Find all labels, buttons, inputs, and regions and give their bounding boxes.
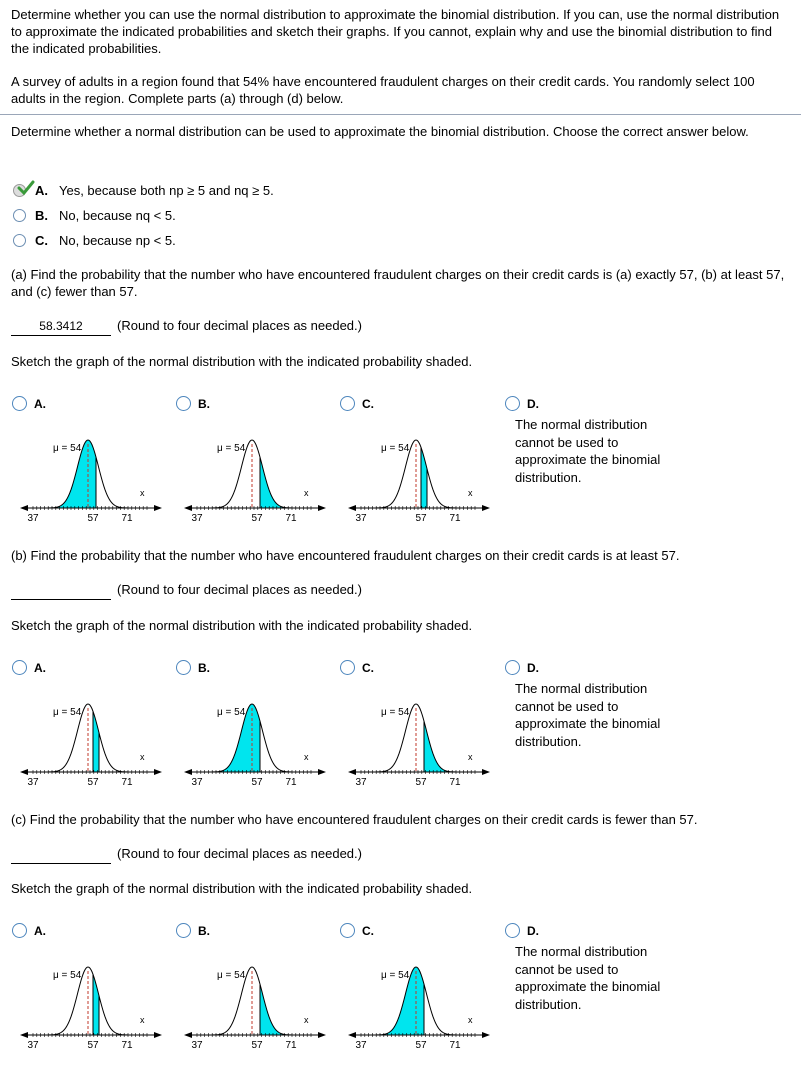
scenario-text: A survey of adults in a region found that 54% have encountered fraudulent charges on their credit cards. You randomly select 100 adults in the region. Complete parts (a) through (d) below.	[11, 74, 755, 106]
part-b-graph-label-b: B.	[198, 661, 210, 675]
part-b-normal-graph-c	[351, 678, 491, 790]
axis-arrow-right	[482, 1032, 490, 1038]
x-axis-label: x	[468, 1015, 473, 1025]
axis-arrow-right	[318, 1032, 326, 1038]
q1-radio-c[interactable]	[13, 234, 26, 247]
tick-label-low: 37	[355, 513, 367, 524]
part-a-graph-radio-a[interactable]	[12, 396, 27, 411]
part-b-sketch-prompt: Sketch the graph of the normal distribution with the indicated probability shaded.	[11, 618, 473, 633]
mu-label: μ = 54	[217, 707, 246, 718]
mu-label: μ = 54	[53, 970, 82, 981]
q1-text-b: No, because nq < 5.	[59, 208, 176, 223]
q1-letter-b: B.	[35, 208, 48, 223]
part-b-graph-radio-a[interactable]	[12, 660, 27, 675]
part-b-graph-label-c: C.	[362, 661, 374, 675]
axis-arrow-right	[482, 769, 490, 775]
tick-label-low: 37	[27, 777, 39, 788]
part-c-graph-radio-b[interactable]	[176, 923, 191, 938]
part-a-option-d-text: The normal distribution cannot be used to approximate the binomial distribution.	[515, 417, 661, 485]
tick-label-high: 71	[285, 1040, 297, 1051]
part-c-graph-label-b: B.	[198, 924, 210, 938]
instructions-text: Determine whether you can use the normal distribution to approximate the binomial distribution. If you can, use the normal distribution to approximate the indicated probabilities and sketch their graphs. If you cannot, explain why and use the binomial distribution to find the indicated probabilities.	[11, 7, 780, 56]
tick-label-high: 71	[285, 777, 297, 788]
part-c-graph-radio-d[interactable]	[505, 923, 520, 938]
part-c-sketch-prompt: Sketch the graph of the normal distribution with the indicated probability shaded.	[11, 881, 473, 896]
part-b-hint: (Round to four decimal places as needed.)	[117, 582, 362, 597]
x-axis-label: x	[304, 752, 309, 762]
part-a-normal-graph-b	[187, 414, 327, 526]
tick-label-low: 37	[355, 1040, 367, 1051]
part-b-prompt: (b) Find the probability that the number who have encountered fraudulent charges on their credit cards is at least 57.	[11, 548, 680, 563]
tick-label-high: 71	[121, 777, 133, 788]
mu-label: μ = 54	[217, 970, 246, 981]
tick-label-mid: 57	[415, 777, 427, 788]
axis-arrow-right	[154, 505, 162, 511]
axis-arrow-left	[348, 769, 356, 775]
part-a-graph-label-b: B.	[198, 397, 210, 411]
mu-label: μ = 54	[381, 707, 410, 718]
axis-arrow-right	[154, 769, 162, 775]
tick-label-mid: 57	[87, 777, 99, 788]
tick-label-high: 71	[449, 777, 461, 788]
x-axis-label: x	[140, 752, 145, 762]
tick-label-low: 37	[355, 777, 367, 788]
tick-label-low: 37	[27, 1040, 39, 1051]
q1-prompt: Determine whether a normal distribution can be used to approximate the binomial distribution. Choose the correct answer below.	[11, 124, 749, 139]
divider	[0, 114, 801, 115]
axis-arrow-left	[20, 769, 28, 775]
mu-label: μ = 54	[53, 707, 82, 718]
axis-arrow-left	[20, 505, 28, 511]
part-a-prompt: (a) Find the probability that the number who have encountered fraudulent charges on their credit cards is (a) exactly 57, (b) at least 57, and (c) fewer than 57.	[11, 267, 785, 299]
mu-label: μ = 54	[381, 443, 410, 454]
axis-arrow-right	[318, 505, 326, 511]
tick-label-mid: 57	[251, 777, 263, 788]
mu-label: μ = 54	[217, 443, 246, 454]
tick-label-high: 71	[121, 1040, 133, 1051]
tick-label-low: 37	[191, 1040, 203, 1051]
part-c-graph-label-c: C.	[362, 924, 374, 938]
mu-label: μ = 54	[381, 970, 410, 981]
x-axis-label: x	[140, 1015, 145, 1025]
part-c-answer-input[interactable]	[11, 845, 111, 864]
part-c-normal-graph-a	[23, 941, 163, 1053]
part-a-graph-radio-d[interactable]	[505, 396, 520, 411]
part-c-normal-graph-c	[351, 941, 491, 1053]
x-axis-label: x	[468, 752, 473, 762]
tick-label-low: 37	[191, 777, 203, 788]
axis-arrow-left	[184, 505, 192, 511]
part-c-normal-graph-b	[187, 941, 327, 1053]
part-c-graph-radio-c[interactable]	[340, 923, 355, 938]
axis-arrow-left	[184, 769, 192, 775]
q1-letter-a: A.	[35, 183, 48, 198]
part-c-graph-label-a: A.	[34, 924, 46, 938]
axis-arrow-left	[348, 505, 356, 511]
q1-text-c: No, because np < 5.	[59, 233, 176, 248]
part-b-graph-radio-b[interactable]	[176, 660, 191, 675]
axis-arrow-right	[482, 505, 490, 511]
part-b-option-d-text: The normal distribution cannot be used to approximate the binomial distribution.	[515, 681, 661, 749]
q1-letter-c: C.	[35, 233, 48, 248]
part-c-hint: (Round to four decimal places as needed.)	[117, 846, 362, 861]
tick-label-mid: 57	[415, 513, 427, 524]
q1-radio-b[interactable]	[13, 209, 26, 222]
part-c-prompt: (c) Find the probability that the number who have encountered fraudulent charges on their credit cards is fewer than 57.	[11, 812, 698, 827]
part-b-graph-radio-d[interactable]	[505, 660, 520, 675]
tick-label-mid: 57	[251, 1040, 263, 1051]
part-b-normal-graph-a	[23, 678, 163, 790]
tick-label-high: 71	[449, 513, 461, 524]
part-a-sketch-prompt: Sketch the graph of the normal distribution with the indicated probability shaded.	[11, 354, 473, 369]
tick-label-mid: 57	[251, 513, 263, 524]
tick-label-low: 37	[191, 513, 203, 524]
x-axis-label: x	[304, 488, 309, 498]
part-a-normal-graph-c	[351, 414, 491, 526]
axis-arrow-left	[184, 1032, 192, 1038]
tick-label-mid: 57	[415, 1040, 427, 1051]
part-b-graph-label-a: A.	[34, 661, 46, 675]
part-a-hint: (Round to four decimal places as needed.)	[117, 318, 362, 333]
q1-text-a: Yes, because both np ≥ 5 and nq ≥ 5.	[59, 183, 274, 198]
x-axis-label: x	[468, 488, 473, 498]
part-b-graph-radio-c[interactable]	[340, 660, 355, 675]
x-axis-label: x	[304, 1015, 309, 1025]
tick-label-high: 71	[121, 513, 133, 524]
part-a-answer-input[interactable]: 58.3412	[11, 317, 111, 336]
part-a-graph-label-a: A.	[34, 397, 46, 411]
x-axis-label: x	[140, 488, 145, 498]
part-b-normal-graph-b	[187, 678, 327, 790]
part-b-answer-input[interactable]	[11, 581, 111, 600]
check-icon	[17, 180, 35, 196]
axis-arrow-left	[348, 1032, 356, 1038]
tick-label-high: 71	[449, 1040, 461, 1051]
part-a-graph-label-d: D.	[527, 397, 539, 411]
part-a-graph-label-c: C.	[362, 397, 374, 411]
part-a-graph-radio-c[interactable]	[340, 396, 355, 411]
part-a-normal-graph-a	[23, 414, 163, 526]
axis-arrow-right	[154, 1032, 162, 1038]
mu-label: μ = 54	[53, 443, 82, 454]
axis-arrow-right	[318, 769, 326, 775]
tick-label-mid: 57	[87, 1040, 99, 1051]
part-a-graph-radio-b[interactable]	[176, 396, 191, 411]
part-c-graph-label-d: D.	[527, 924, 539, 938]
tick-label-high: 71	[285, 513, 297, 524]
part-b-graph-label-d: D.	[527, 661, 539, 675]
part-c-graph-radio-a[interactable]	[12, 923, 27, 938]
part-c-option-d-text: The normal distribution cannot be used to approximate the binomial distribution.	[515, 944, 661, 1012]
tick-label-mid: 57	[87, 513, 99, 524]
axis-arrow-left	[20, 1032, 28, 1038]
tick-label-low: 37	[27, 513, 39, 524]
